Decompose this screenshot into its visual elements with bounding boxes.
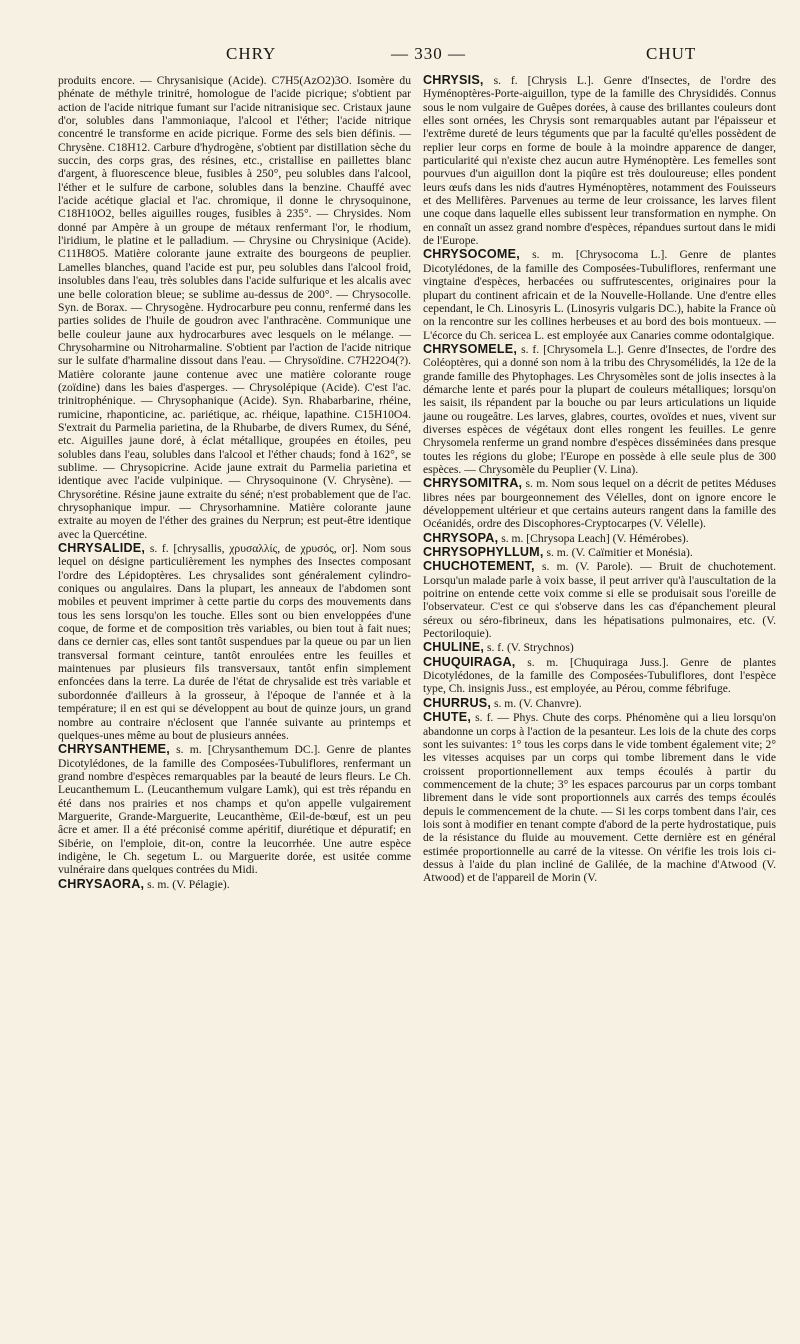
headword: CHURRUS,	[423, 695, 492, 710]
headword: CHRYSOPHYLLUM,	[423, 545, 544, 560]
entry-chuquiraga: CHUQUIRAGA, s. m. [Chuquiraga Juss.]. Genre de plantes Dicotylédones, de la famille des Composées-Tubuliflores, dont l'espèce type, Ch. insignis Juss., est employée, au Pérou, comme fébrifuge.	[423, 654, 777, 696]
entry-chrysaora: CHRYSAORA, s. m. (V. Pélagie).	[58, 876, 230, 891]
headword: CHRYSAORA,	[58, 876, 145, 891]
entry-chrysocome: CHRYSOCOME, s. m. [Chrysocoma L.]. Genre de plantes Dicotylédones, de la famille des Composées-Tubuliflores, renfermant une vingtaine d'espèces, herbacées ou suffrutescentes, originaires pour la plupart du continent africain et de la Nouvelle-Hollande. Une d'entre elles cependant, le Ch. Linosyris L. (Linosyris vulgaris DC.), habite la France où on la rencontre sur les collines herbeuses et au bord des bois montueux. — L'écorce du Ch. sericea L. est employée aux Canaries comme odontalgique.	[423, 247, 776, 342]
left-column	[58, 74, 411, 891]
entry-chrysis: CHRYSIS, s. f. [Chrysis L.]. Genre d'Insectes, de l'ordre des Hyménoptères-Porte-aiguillon, type de la famille des Chrysididés. Connus sous le nom vulgaire de Guêpes dorées, à cause des brillantes couleurs dont elles sont ornées, les Chrysis sont remarquables autant par l'épaisseur et l'extrême dureté de leurs téguments que par la faculté qu'elles possèdent de replier leur corps en forme de boule à la moindre apparence de danger, particularité qui n'existe chez aucun autre Hyménoptère. Les femelles sont pourvues d'un aiguillon dont la piqûre est très douloureuse; elles pondent leurs œufs dans les nids d'autres Hyménoptères, notamment des Fouisseurs et des Mellifères. Parvenues au terme de leur croissance, les larves filent une coque dans laquelle elles subissent leur transformation en nymphe. On en connaît un assez grand nombre d'espèces, répandues surtout dans le midi de l'Europe.	[423, 73, 776, 248]
entry-chrysantheme: CHRYSANTHEME, s. m. [Chrysanthemum DC.]. Genre de plantes Dicotylédones, de la famille des Composées-Tubuliflores, renfermant un grand nombre d'espèces remarquables par la beauté de leurs fleurs. Le Ch. Leucanthemum L. (Leucanthemum vulgare Lamk), qui est très répandu en été dans nos prairies et nos champs et qu'on appelle vulgairement Marguerite, Grande-Marguerite, Leucanthème, Œil-de-bœuf, est un peu âcre et amer. Il a été préconisé comme apéritif, diurétique et dépuratif; en Sibérie, on l'emploie, dit-on, contre la leucorrhée. Une autre espèce indigène, le Ch. segetum L. ou Marguerite dorée, est usitée comme vulnéraire dans quelques contrées du Midi.	[58, 742, 411, 877]
page-number: — 330 —	[391, 44, 466, 63]
headword: CHRYSOMITRA,	[423, 476, 523, 491]
entry-churrus: CHURRUS, s. m. (V. Chanvre).	[423, 695, 582, 710]
entry-continuation: produits encore. — Chrysanisique (Acide). C7H5(AzO2)3O. Isomère du phénate de méthyle trinitré, homologue de l'acide picrique; s'obtient par action de l'acide nitrique fumant sur l'acide nitranisique sec. Cristaux jaune d'or, solubles dans l'ammoniaque, l'alcool et l'éther; l'acide nitrique concentré le transforme en acide picrique. Forme des sels bien définis. — Chrysène. C18H12. Carbure d'hydrogène, s'obtient par distillation sèche du succin, des corps gras, des résines, etc., cristallise en paillettes blanc d'argent, à fluorescence bleue, fusibles à 250°, peu solubles dans l'alcool, l'éther et le sulfure de carbone, solubles dans la benzine. Chauffé avec l'acide acétique glacial et l'ac. chromique, il donne le chrysoquinone, C18H10O2, belles aiguilles rouges, fusibles à 235°. — Chrysides. Nom donné par Ampère à un groupe de métaux renfermant l'or, le rhodium, l'iridium, le platine et le palladium. — Chrysine ou Chrysinique (Acide). C11H8O5. Matière colorante jaune extraite des bourgeons de peuplier. Lamelles blanches, quand l'acide est pur, peu solubles dans l'alcool froid, insolubles dans l'eau, très solubles dans l'acide sulfurique et les alcalis avec une belle coloration bleue; se sublime au-dessus de 200°. — Chrysocolle. Syn. de Borax. — Chrysogène. Hydrocarbure peu connu, renfermé dans les parties solides de l'huile de goudron avec l'anthracène. Communique une belle couleur jaune aux hydrocarbures avec lesquels on le mélange. — Chrysoharmine ou Nitroharmaline. S'obtient par l'action de l'acide nitrique sur le sulfate d'harmaline dissout dans l'eau. — Chrysoïdine. C7H22O4(?). Matière colorante jaune contenue avec une matière colorante rouge (zoïdine) dans les baies d'asperges. — Chrysolépique (Acide). C'est l'ac. trinitrophénique. — Chrysophanique (Acide). Syn. Rhabarbarine, rhéine, rumicine, rhaponticine, ac. pariétique, ac. rhéique, lapathine. C15H10O4. S'extrait du Parmelia parietina, de la Rhubarbe, de divers Rumex, du Séné, etc. Aiguilles jaune doré, à éclat métallique, groupées en étoiles, peu solubles dans l'eau, solubles dans l'alcool et l'éther chauds; fond à 162°, se sublime. — Chrysopicrine. Acide jaune extrait du Parmelia parietina et identique avec l'acide vulpinique. — Chrysoquinone (V. Chrysène). — Chrysorétine. Résine jaune extraite du séné; n'est probablement que de l'ac. chrysophanique impur. — Chrysorhamnine. Matière colorante jaune extraite au moyen de l'éther des graines du Nerprun; est peut-être identique avec la Quercétine.	[58, 74, 411, 541]
entry-chrysomele: CHRYSOMELE, s. f. [Chrysomela L.]. Genre d'Insectes, de l'ordre des Coléoptères, qui a donné son nom à la tribu des Chrysomélidés, la 12e de la grande famille des Phytophages. Les Chrysomèles sont de jolis insectes à la démarche lente et parés pour la plupart de couleurs métalliques; lorsqu'on les saisit, ils répandent par la bouche ou par leurs articulations un liquide jaune ou rougeâtre. Les larves, glabres, courtes, ovoïdes et nues, vivent sur diverses espèces de végétaux dont elles rongent les feuilles. Le genre Chrysomela renferme un grand nombre d'espèces disséminées dans presque toutes les régions du globe; l'Europe en possède à elle seule plus de 300 espèces. — Chrysomèle du Peuplier (V. Lina).	[423, 341, 776, 476]
headword: CHRYSOMELE,	[423, 341, 518, 356]
running-header	[58, 40, 776, 74]
headword: CHRYSOPA,	[423, 530, 499, 545]
headword: CHRYSALIDE,	[58, 541, 146, 556]
headword: CHUCHOTEMENT,	[423, 559, 535, 574]
entry-chrysalide: CHRYSALIDE, s. f. [chrysallis, χρυσαλλίς, de χρυσός, or]. Nom sous lequel on désigne particulièrement les nymphes des Insectes composant l'ordre des Lépidoptères. Les chrysalides sont généralement cylindro-coniques ou angulaires. Dans la plupart, les anneaux de l'abdomen sont mobiles et peuvent imprimer à cette partie du corps des mouvements dans tous les sens lorsqu'on les touche. Elles sont ou bien enveloppées d'une coque, de forme et de composition très variables, ou bien tout à fait nues; dans ce dernier cas, elles sont tantôt suspendues par la queue ou par un lien transversal formant ceinture, tantôt enroulées entre les feuilles et maintenues par plusieurs fils transversaux, tantôt enfin simplement enfoncées dans la terre. La durée de l'état de chrysalide est très variable et subordonnée d'ailleurs à la grosseur, à l'époque de l'année et à la température; il en est qui se développent au bout de quinze jours, un grand nombre au contraire n'éclosent que l'année suivante au printemps et quelques-unes même au bout de plusieurs années.	[58, 541, 411, 742]
headword: CHUQUIRAGA,	[423, 654, 516, 669]
header-right-guide-word: CHUT	[646, 44, 697, 63]
header-left-guide-word: CHRY	[226, 44, 277, 63]
entry-chrysomitra: CHRYSOMITRA, s. m. Nom sous lequel on a décrit de petites Méduses libres nées par bourgeonnement des Vélelles, dont on ignore encore le développement ultérieur et que certains auteurs rangent dans la famille des Océanidés, ordre des Discophores-Cryptocarpes (V. Vélelle).	[423, 476, 777, 531]
headword: CHUTE,	[423, 710, 472, 725]
right-column	[423, 74, 776, 891]
text-columns	[58, 74, 776, 891]
entry-chuchotement: CHUCHOTEMENT, s. m. (V. Parole). — Bruit de chuchotement. Lorsqu'un malade parle à voix basse, il peut arriver qu'à l'auscultation de la poitrine on entende cette voix comme si elle se produisait sous l'oreille de l'observateur. C'est ce qui s'observe dans les cas d'épanchement pleural séreux ou séro-fibrineux, dans les hépatisations pulmonaires, etc. (V. Pectoriloquie).	[423, 559, 776, 641]
entry-chute: CHUTE, s. f. — Phys. Chute des corps. Phénomène qui a lieu lorsqu'on abandonne un corps à l'action de la pesanteur. Les lois de la chute des corps sont les suivantes: 1° tous les corps dans le vide tombent également vite; 2° les vitesses acquises par un corps qui tombe librement dans le vide croissent proportionnellement aux temps écoulés à partir du commencement de la chute; 3° les espaces parcourus par un corps tombant librement dans le vide sont proportionnels aux carrés des temps écoulés depuis le commencement de la chute. — Si les corps tombent dans l'air, ces lois sont à modifier en tenant compte d'abord de la perte hydrostatique, puis de la résistance du fluide au mouvement. Cette dernière est en général estimée proportionnelle au carré de la vitesse. On vérifie les trois lois ci-dessus à l'aide du plan incliné de Galilée, de la machine d'Atwood (V. Atwood) et de l'appareil de Morin (V.	[423, 710, 776, 885]
entry-chrysopa: CHRYSOPA, s. m. [Chrysopa Leach] (V. Hémérobes).	[423, 530, 689, 545]
entry-chrysophyllum: CHRYSOPHYLLUM, s. m. (V. Caïmitier et Monésia).	[423, 545, 693, 560]
headword: CHRYSIS,	[423, 73, 484, 87]
headword: CHULINE,	[423, 640, 485, 655]
headword: CHRYSOCOME,	[423, 247, 520, 262]
entry-chuline: CHULINE, s. f. (V. Strychnos)	[423, 640, 574, 655]
headword: CHRYSANTHEME,	[58, 742, 170, 757]
